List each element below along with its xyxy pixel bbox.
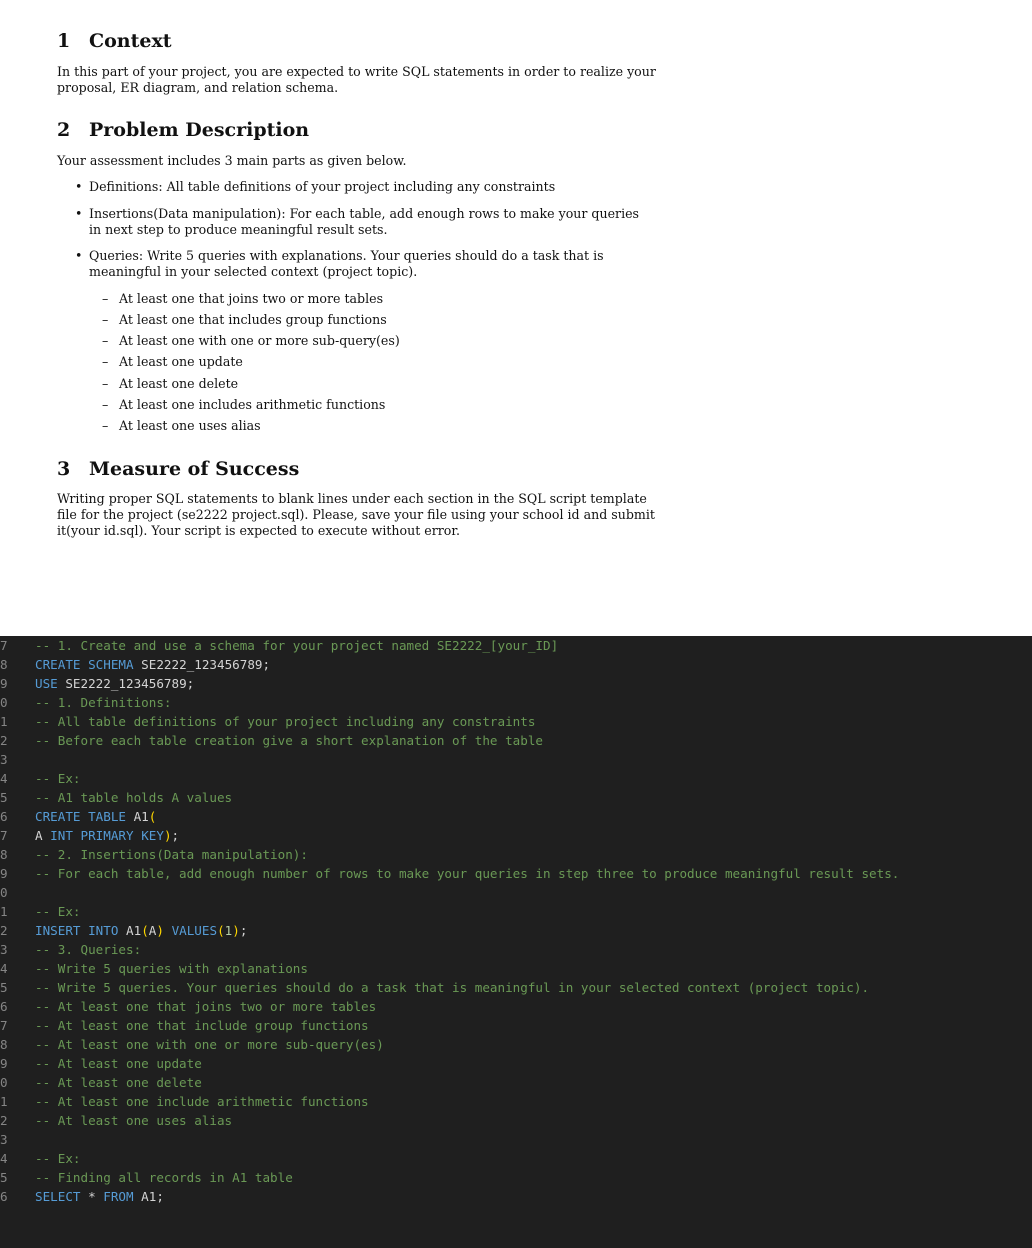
line-number: 8 [0,657,8,672]
line-number: 7 [0,638,8,653]
code-token: SE2222_123456789; [57,676,195,691]
dash-glyph: – [102,376,109,391]
bullet-item [75,248,649,280]
code-token: A1 [126,809,149,824]
line-number: 6 [0,999,8,1014]
problem-intro: Your assessment includes 3 main parts as given below. [57,153,407,168]
line-number: 3 [0,752,8,767]
code-token [81,923,89,938]
code-token: SE2222_123456789; [133,657,271,672]
line-number: 6 [0,1189,8,1204]
code-token: -- At least one that include group functions [35,1018,369,1033]
code-token: -- 1. Create and use a schema for your project named SE2222_[your_ID] [35,638,559,653]
code-text[interactable] [35,997,376,1016]
code-text[interactable] [35,636,558,655]
context-paragraph: In this part of your project, you are expected to write SQL statements in order to realize your proposal, ER diagram, and relation schema. [57,64,656,95]
section-number: 1 [57,30,71,52]
bullet-glyph: • [75,248,83,263]
code-token: -- At least one that joins two or more tables [35,999,377,1014]
line-number: 3 [0,942,8,957]
code-text[interactable] [35,978,869,997]
bullet-item [75,206,649,238]
line-number: 3 [0,1132,8,1147]
code-text[interactable] [35,788,232,807]
code-token: -- For each table, add enough number of rows to make your queries in step three to produce meaningful result sets. [35,866,900,881]
line-number: 8 [0,1037,8,1052]
code-token: -- At least one update [35,1056,202,1071]
line-number: 2 [0,1113,8,1128]
code-text[interactable] [35,1092,369,1111]
code-token: KEY [141,828,164,843]
bullet-glyph: • [75,206,83,221]
sub-bullet-text: At least one with one or more sub-query(es) [119,333,400,348]
line-number: 7 [0,828,8,843]
line-number: 8 [0,847,8,862]
code-token: -- At least one include arithmetic functions [35,1094,369,1109]
code-token: -- At least one uses alias [35,1113,233,1128]
code-token: ( [141,923,149,938]
code-text[interactable] [35,826,179,845]
code-text[interactable] [35,1168,293,1187]
sub-bullet-item [102,354,243,370]
sub-bullet-text: At least one update [119,354,243,369]
bullet-glyph: • [75,179,83,194]
code-token: -- At least one delete [35,1075,202,1090]
code-text[interactable] [35,959,308,978]
code-token: ; [171,828,180,843]
code-text[interactable] [35,1149,81,1168]
code-token: ( [217,923,225,938]
dash-glyph: – [102,333,109,348]
bullet-item [75,179,649,195]
line-number: 7 [0,1018,8,1033]
code-text[interactable] [35,1035,384,1054]
code-token: INTO [88,923,119,938]
code-token: A [35,828,51,843]
code-token: ) [232,923,240,938]
sub-bullet-item [102,333,400,349]
sub-bullet-item [102,312,387,328]
code-text[interactable] [35,902,81,921]
code-text[interactable] [35,1111,232,1130]
code-text[interactable] [35,1073,202,1092]
section-title: Measure of Success [89,458,300,480]
code-token: * [80,1189,104,1204]
line-number: 1 [0,904,8,919]
code-text[interactable] [35,807,156,826]
line-number: 2 [0,923,8,938]
line-number: 1 [0,1094,8,1109]
sub-bullet-text: At least one uses alias [119,418,261,433]
line-number: 5 [0,980,8,995]
code-text[interactable] [35,1054,202,1073]
code-token: CREATE [35,809,81,824]
bullet-text: Definitions: All table definitions of your project including any constraints [89,179,556,194]
line-number: 0 [0,1075,8,1090]
dash-glyph: – [102,291,109,306]
code-token [73,828,81,843]
code-token: A1 [118,923,142,938]
sub-bullet-item [102,291,384,307]
line-number: 4 [0,771,8,786]
sub-bullet-text: At least one that includes group functions [119,312,387,327]
code-token: SCHEMA [88,657,134,672]
line-number: 2 [0,733,8,748]
code-token: USE [35,676,58,691]
code-text[interactable] [35,940,141,959]
section-title: Context [89,30,172,52]
code-token: 1 [224,923,233,938]
dash-glyph: – [102,354,109,369]
code-text[interactable] [35,864,899,883]
code-text[interactable] [35,845,308,864]
sub-bullet-text: At least one delete [119,376,239,391]
code-token: -- At least one with one or more sub-query(es) [35,1037,384,1052]
code-token: PRIMARY [80,828,134,843]
code-token: -- Ex: [35,771,81,786]
code-token: -- Ex: [35,1151,81,1166]
section-heading-measure-of-success [57,457,299,481]
code-token: -- All table definitions of your project including any constraints [35,714,536,729]
line-number: 4 [0,961,8,976]
code-token [81,657,89,672]
sub-bullet-item [102,418,261,434]
line-number: 0 [0,885,8,900]
code-token: VALUES [171,923,218,938]
line-number: 5 [0,1170,8,1185]
code-text[interactable] [35,693,171,712]
dash-glyph: – [102,312,109,327]
bullet-text: Insertions(Data manipulation): For each table, add enough rows to make your queries in next step to produce meaningful result sets. [89,206,640,237]
code-token: -- 2. Insertions(Data manipulation): [35,847,308,862]
code-text[interactable] [35,674,194,693]
code-token: TABLE [88,809,127,824]
code-token: ) [156,923,164,938]
code-token: A1; [133,1189,164,1204]
code-token: FROM [103,1189,134,1204]
section-number: 2 [57,119,71,141]
code-token: ( [148,809,157,824]
code-token: ) [163,828,172,843]
code-token: -- 3. Queries: [35,942,142,957]
code-text[interactable] [35,769,81,788]
line-number: 0 [0,695,8,710]
code-text[interactable] [35,655,270,674]
code-token: ; [239,923,248,938]
code-token: SELECT [35,1189,81,1204]
dash-glyph: – [102,418,109,433]
code-token: -- 1. Definitions: [35,695,172,710]
section-title: Problem Description [89,119,310,141]
code-token: -- Write 5 queries with explanations [35,961,308,976]
code-text[interactable] [35,712,535,731]
code-token: -- Write 5 queries. Your queries should do a task that is meaningful in your selected context (project topic). [35,980,870,995]
code-text[interactable] [35,1187,164,1206]
line-number: 9 [0,1056,8,1071]
line-number: 4 [0,1151,8,1166]
code-token: CREATE [35,657,81,672]
code-token: A [148,923,157,938]
code-token: -- Ex: [35,904,81,919]
code-token: INT [50,828,73,843]
line-number: 1 [0,714,8,729]
code-token: -- A1 table holds A values [35,790,233,805]
measure-paragraph: Writing proper SQL statements to blank lines under each section in the SQL script template file for the project (se2222 project.sql). Please, save your file using your school id and submit it(your id.sql). Your script is expected to execute without error. [57,491,655,538]
code-token [164,923,172,938]
sql-code-editor[interactable] [0,636,1032,1248]
line-number: 5 [0,790,8,805]
sub-bullet-item [102,397,386,413]
code-text[interactable] [35,731,543,750]
line-number: 9 [0,866,8,881]
bullet-text: Queries: Write 5 queries with explanations. Your queries should do a task that is meaningful in your selected context (project topic). [89,248,604,279]
sub-bullet-text: At least one includes arithmetic functions [119,397,386,412]
line-number: 6 [0,809,8,824]
sub-bullet-item [102,376,239,392]
section-heading-problem-description [57,118,309,142]
section-heading-context [57,29,172,53]
section-number: 3 [57,458,71,480]
line-number: 9 [0,676,8,691]
code-token: -- Finding all records in A1 table [35,1170,293,1185]
dash-glyph: – [102,397,109,412]
sub-bullet-text: At least one that joins two or more tables [119,291,384,306]
code-text[interactable] [35,1016,369,1035]
code-token [81,809,89,824]
code-text[interactable] [35,921,247,940]
code-token: INSERT [35,923,81,938]
code-token: -- Before each table creation give a short explanation of the table [35,733,543,748]
